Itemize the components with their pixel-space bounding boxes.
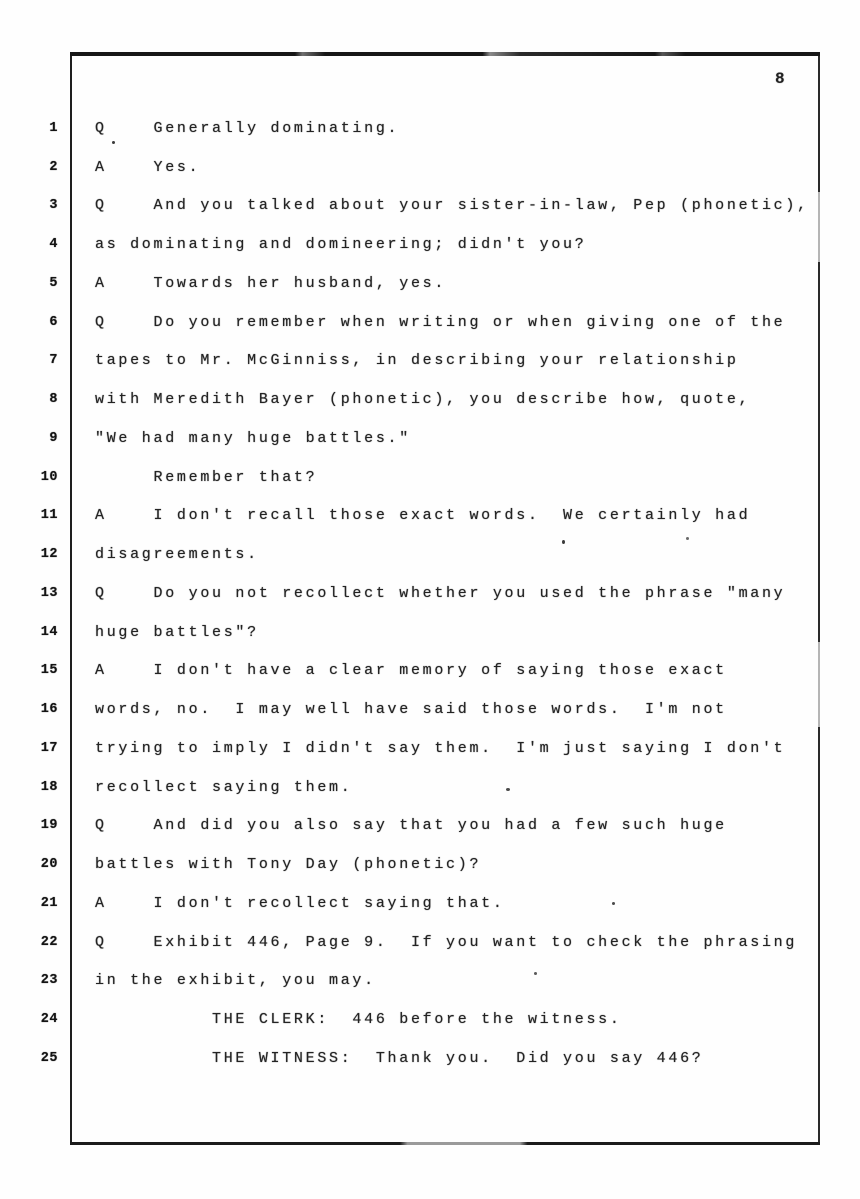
line-text: A Towards her husband, yes.: [95, 274, 447, 292]
transcript-line: [0, 962, 860, 1001]
line-text: in the exhibit, you may.: [95, 972, 376, 990]
page-number: 8: [775, 70, 785, 88]
transcript-lines: [0, 109, 860, 1078]
scan-artifact-dot: [506, 788, 510, 791]
page-border-top: [70, 52, 820, 56]
line-number: 21: [40, 895, 58, 911]
line-number: 8: [49, 392, 58, 408]
transcript-line: [0, 303, 860, 342]
scan-artifact-dot: [612, 902, 615, 905]
transcript-line: [0, 342, 860, 381]
line-text: THE CLERK: 446 before the witness.: [95, 1011, 622, 1029]
line-text: "We had many huge battles.": [95, 429, 411, 447]
line-text: THE WITNESS: Thank you. Did you say 446?: [95, 1049, 704, 1067]
scan-artifact-dot: [562, 540, 565, 544]
line-text: Q Do you not recollect whether you used the phrase "many: [95, 584, 786, 602]
line-text: battles with Tony Day (phonetic)?: [95, 856, 482, 874]
line-number: 4: [49, 237, 58, 253]
line-text: A I don't recall those exact words. We certainly had: [95, 507, 751, 525]
transcript-line: [0, 884, 860, 923]
scan-artifact-dot: [534, 972, 537, 975]
transcript-line: [0, 807, 860, 846]
line-text: Q Exhibit 446, Page 9. If you want to check the phrasing: [95, 933, 798, 951]
line-number: 24: [40, 1012, 58, 1028]
line-text: disagreements.: [95, 546, 259, 564]
line-number: 1: [49, 120, 58, 136]
line-number: 9: [49, 430, 58, 446]
transcript-line: [0, 148, 860, 187]
line-text: A I don't have a clear memory of saying those exact: [95, 662, 727, 680]
line-number: 20: [40, 857, 58, 873]
transcript-line: [0, 923, 860, 962]
line-text: A Yes.: [95, 158, 201, 176]
transcript-line: [0, 613, 860, 652]
line-number: 16: [40, 702, 58, 718]
transcript-line: [0, 1039, 860, 1078]
transcript-line: [0, 1000, 860, 1039]
scan-artifact-dot: [686, 537, 689, 540]
line-number: 5: [49, 275, 58, 291]
line-text: with Meredith Bayer (phonetic), you describe how, quote,: [95, 391, 751, 409]
line-number: 18: [40, 779, 58, 795]
transcript-line: [0, 497, 860, 536]
transcript-line: [0, 535, 860, 574]
line-number: 10: [40, 469, 58, 485]
transcript-line: [0, 845, 860, 884]
transcript-line: [0, 729, 860, 768]
line-number: 6: [49, 314, 58, 330]
transcript-line: [0, 109, 860, 148]
line-text: Q And did you also say that you had a few such huge: [95, 817, 727, 835]
line-text: huge battles"?: [95, 623, 259, 641]
line-text: Remember that?: [95, 468, 318, 486]
transcript-line: [0, 458, 860, 497]
line-text: Q And you talked about your sister-in-law, Pep (phonetic),: [95, 197, 809, 215]
transcript-line: [0, 187, 860, 226]
transcript-line: [0, 652, 860, 691]
line-number: 12: [40, 547, 58, 563]
line-number: 13: [40, 585, 58, 601]
line-number: 19: [40, 818, 58, 834]
line-text: Q Generally dominating.: [95, 119, 400, 137]
transcript-line: [0, 690, 860, 729]
line-number: 17: [40, 740, 58, 756]
line-text: words, no. I may well have said those words. I'm not: [95, 701, 727, 719]
line-number: 2: [49, 159, 58, 175]
line-text: trying to imply I didn't say them. I'm just saying I don't: [95, 739, 786, 757]
line-text: as dominating and domineering; didn't you?: [95, 236, 587, 254]
line-text: A I don't recollect saying that.: [95, 894, 505, 912]
transcript-line: [0, 380, 860, 419]
transcript-line: [0, 264, 860, 303]
line-text: recollect saying them.: [95, 778, 353, 796]
line-number: 11: [40, 508, 58, 524]
page-border-bottom: [70, 1142, 820, 1145]
transcript-line: [0, 768, 860, 807]
transcript-line: [0, 419, 860, 458]
line-number: 22: [40, 934, 58, 950]
line-number: 3: [49, 198, 58, 214]
line-text: tapes to Mr. McGinniss, in describing your relationship: [95, 352, 739, 370]
line-number: 25: [40, 1050, 58, 1066]
line-number: 7: [49, 353, 58, 369]
line-number: 15: [40, 663, 58, 679]
transcript-line: [0, 225, 860, 264]
transcript-line: [0, 574, 860, 613]
line-number: 23: [40, 973, 58, 989]
line-text: Q Do you remember when writing or when giving one of the: [95, 313, 786, 331]
line-number: 14: [40, 624, 58, 640]
scan-artifact-dot: [112, 141, 115, 144]
